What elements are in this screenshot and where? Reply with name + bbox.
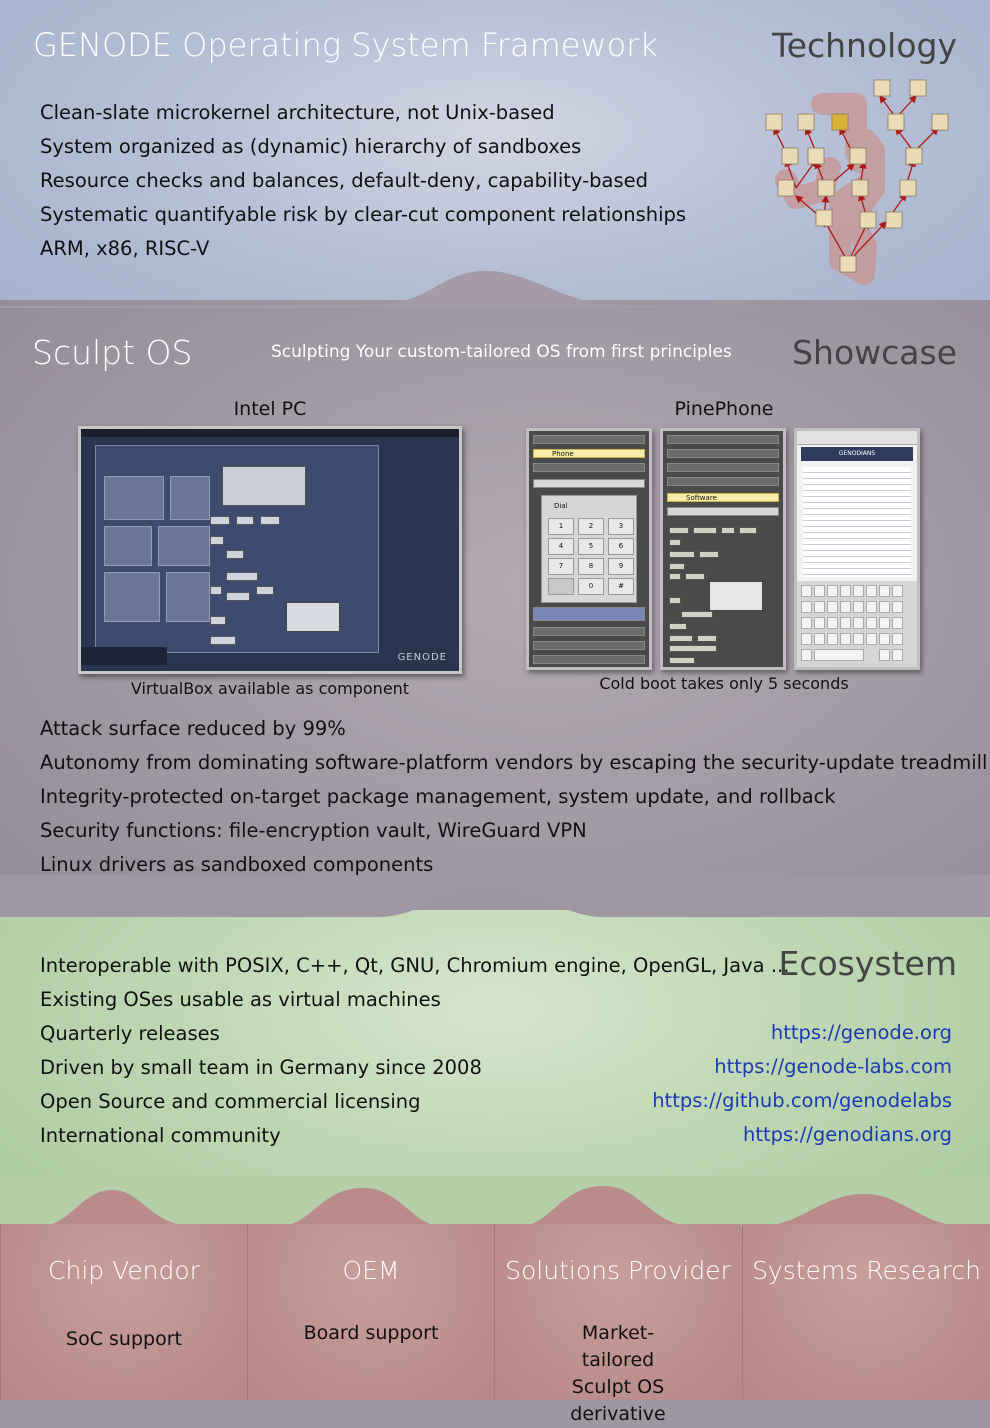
phone-network-row [533,641,645,650]
tree-node [798,114,814,130]
tree-node [886,212,902,228]
pc-caption: VirtualBox available as component [130,679,410,698]
technology-label: Technology [772,26,957,65]
pc-menu-bar [81,429,459,437]
keyboard-key[interactable] [814,601,825,613]
phone-row-active: Phone [533,449,645,458]
tree-node [860,212,876,228]
list-item: Security functions: file-encryption vault, WireGuard VPN [40,819,587,842]
list-item: Driven by small team in Germany since 2008 [40,1056,482,1079]
tree-node [910,80,926,96]
keyboard-key[interactable] [801,633,812,645]
phone-component-node [669,573,681,580]
call-row [533,607,645,621]
ecosystem-bullet-list [40,949,789,1153]
phone-component-node [669,527,689,534]
pc-component-node [210,516,230,525]
tree-node [766,114,782,130]
phone-component-node [669,623,687,630]
role-title: Solutions Provider [505,1256,731,1285]
sculpt-bullet-list [40,712,987,882]
role-title: Systems Research [752,1256,981,1285]
link-genode-labs[interactable]: https://genode-labs.com [714,1055,952,1078]
role-title: Chip Vendor [48,1256,200,1285]
pc-status-panel [81,647,167,665]
pc-component-node [210,586,222,595]
keypad-key[interactable]: 3 [608,518,634,535]
role-subtitle: Board support [303,1322,439,1344]
phone-component-node [669,597,681,604]
phone-status-row [533,435,645,444]
sculpt-title: Sculpt OS [32,333,193,372]
phone-row [667,463,779,472]
keyboard-key[interactable] [853,585,864,597]
tree-node [906,148,922,164]
keyboard-key[interactable] [801,649,812,661]
pc-tile [104,572,160,622]
pinephone-screen-browser [794,428,920,670]
keypad-key[interactable]: 0 [578,578,604,595]
tree-node [778,180,794,196]
phone-row [667,477,779,486]
keyboard-key[interactable] [827,617,838,629]
list-item: Systematic quantifyable risk by clear-cut component relationships [40,203,687,226]
role-title: OEM [342,1256,400,1285]
browser-address-bar[interactable] [797,431,917,445]
phone-component-node [721,527,735,534]
phone-storage-row [533,627,645,636]
showcase-label: Showcase [792,333,957,372]
pc-component-node [226,572,258,581]
list-item: Clean-slate microkernel architecture, not Unix-based [40,101,555,124]
list-item: Autonomy from dominating software-platform vendors by escaping the security-update treadmill [40,751,988,774]
keypad-key[interactable]: 9 [608,558,634,575]
keyboard-key[interactable] [879,585,890,597]
keyboard-key[interactable] [801,601,812,613]
keyboard-key[interactable] [853,633,864,645]
phone-component-node [739,527,757,534]
phone-component-node [699,551,719,558]
framework-title: GENODE Operating System Framework [33,26,658,64]
pc-tile [158,526,210,566]
tree-node-selected [832,114,848,130]
pc-popup-menu [222,466,306,506]
list-item: Existing OSes usable as virtual machines [40,988,441,1011]
pc-component-node [226,550,244,559]
keyboard-key[interactable] [866,601,877,613]
phone-tabs-row [533,479,645,488]
tree-node [818,180,834,196]
keypad-key[interactable]: 8 [578,558,604,575]
pc-tile [170,476,210,520]
technology-bullet-list [40,96,686,266]
ecosystem-label: Ecosystem [778,944,957,983]
intel-pc-screenshot [78,426,462,674]
list-item: Quarterly releases [40,1022,220,1045]
sculpt-tagline: Sculpting Your custom-tailored OS from first principles [271,342,732,362]
keyboard-key[interactable] [866,633,877,645]
list-item: System organized as (dynamic) hierarchy of sandboxes [40,135,582,158]
keypad-key[interactable] [548,578,574,595]
pc-tile [166,572,210,622]
keyboard-key[interactable] [892,585,903,597]
tree-node [874,80,890,96]
keyboard-key[interactable] [866,617,877,629]
pc-component-node [226,592,250,601]
keypad-key[interactable]: 1 [548,518,574,535]
pc-title: Intel PC [233,398,307,420]
keyboard-key[interactable] [814,617,825,629]
software-tabs-row [667,507,779,516]
list-item: Open Source and commercial licensing [40,1090,421,1113]
list-item: Resource checks and balances, default-deny, capability-based [40,169,648,192]
keyboard-key[interactable] [827,633,838,645]
article-list [803,467,911,577]
role-systems-research [742,1224,990,1400]
pc-component-node [210,536,224,545]
phone-component-node [669,645,717,652]
phone-component-node [669,551,695,558]
pinephone-title: PinePhone [674,398,774,420]
phone-component-node [681,611,713,618]
dial-panel [541,495,637,603]
list-item: International community [40,1124,281,1147]
phone-modem-row [533,463,645,472]
pinephone-caption: Cold boot takes only 5 seconds [599,674,849,693]
link-genode-org[interactable]: https://genode.org [770,1021,952,1044]
genodians-banner: GENODIANS [801,447,913,461]
keypad-key[interactable]: 5 [578,538,604,555]
link-genodians[interactable]: https://genodians.org [742,1123,952,1146]
keypad-key[interactable]: 7 [548,558,574,575]
keyboard-key[interactable] [892,617,903,629]
keypad-key[interactable]: 4 [548,538,574,555]
keyboard-key[interactable] [879,601,890,613]
role-oem [247,1224,494,1400]
list-item: Attack surface reduced by 99% [40,717,346,740]
tree-node [808,148,824,164]
keyboard-key[interactable] [827,601,838,613]
keyboard-key[interactable] [840,633,851,645]
role-solutions-provider [494,1224,741,1425]
keypad-key[interactable]: 6 [608,538,634,555]
software-row-active: Software [667,493,779,502]
keyboard-key[interactable] [827,585,838,597]
phone-component-node [685,573,705,580]
keypad-key[interactable]: 2 [578,518,604,535]
keyboard-key[interactable] [866,585,877,597]
genode-logo: GENODE [397,652,447,663]
role-subtitle: Market-tailored Sculpt OS derivative [570,1322,666,1425]
component-tree-diagram [756,70,966,282]
role-chip-vendor [0,1224,247,1400]
pc-component-node [236,516,254,525]
roles-wave-divider [0,1176,990,1226]
keyboard-key[interactable] [853,601,864,613]
keyboard-key[interactable] [853,617,864,629]
pinephone-screen-dialer [526,428,652,670]
role-subtitle: SoC support [66,1328,182,1350]
keyboard-key[interactable] [840,617,851,629]
keyboard-key[interactable] [814,585,825,597]
tree-node [852,180,868,196]
phone-component-node [669,539,681,546]
tree-node [850,148,866,164]
pc-component-node [210,636,236,645]
list-item: Interoperable with POSIX, C++, Qt, GNU, Chromium engine, OpenGL, Java ... [40,954,790,977]
keyboard-key[interactable] [814,633,825,645]
list-item: ARM, x86, RISC-V [40,237,210,260]
pinephone-screen-software [660,428,786,670]
pc-tile [104,526,152,566]
phone-software-row [533,655,645,664]
pc-component-node [260,516,280,525]
tree-node [932,114,948,130]
list-item: Linux drivers as sandboxed components [40,853,434,876]
tree-node [840,256,856,272]
phone-component-node [669,563,685,570]
pc-component-node [256,586,274,595]
keyboard-key[interactable] [892,601,903,613]
keypad-key[interactable]: # [608,578,634,595]
tree-node [900,180,916,196]
phone-component-node [669,635,693,642]
keyboard-key[interactable] [892,649,903,661]
phone-status-row [667,435,779,444]
tree-node [888,114,904,130]
tree-node [816,210,832,226]
link-github-genodelabs[interactable]: https://github.com/genodelabs [652,1089,952,1112]
phone-component-node [697,635,717,642]
keyboard-key[interactable] [840,585,851,597]
dial-label: Dial [554,502,568,510]
phone-row [667,449,779,458]
keyboard-spacebar[interactable] [814,649,864,661]
phone-component-node [669,657,695,664]
keyboard-key[interactable] [879,649,890,661]
keyboard-key[interactable] [840,601,851,613]
pc-component-node [210,616,226,625]
keyboard-key[interactable] [801,585,812,597]
phone-info-popup [709,581,763,611]
phone-component-node [693,527,717,534]
virtual-keyboard [797,581,917,667]
keyboard-key[interactable] [879,617,890,629]
pc-tile [104,476,164,520]
pc-window [95,445,379,653]
keyboard-key[interactable] [892,633,903,645]
keyboard-key[interactable] [879,633,890,645]
list-item: Integrity-protected on-target package management, system update, and rollback [40,785,836,808]
pc-info-popup [286,602,340,632]
tree-node [782,148,798,164]
keyboard-key[interactable] [801,617,812,629]
